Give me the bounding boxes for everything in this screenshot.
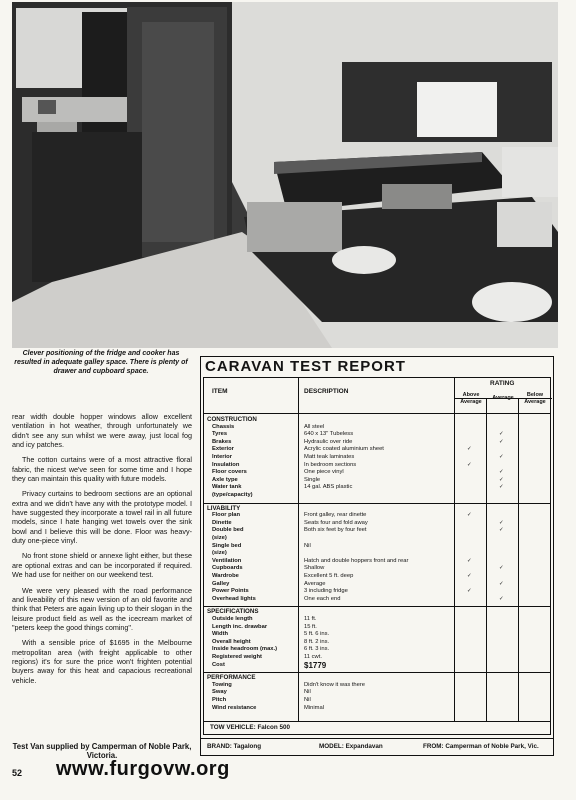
report-row [204, 477, 550, 485]
header-above-average: Above Average [460, 392, 482, 405]
row-description: Hydraulic over ride [304, 438, 353, 445]
row-description: Didn't know it was there [304, 681, 366, 688]
row-item: (size) [212, 535, 227, 541]
row-divider [204, 413, 550, 414]
report-row [204, 439, 550, 447]
row-item: Ventilation [212, 557, 242, 564]
row-item: Tyres [212, 431, 228, 438]
row-description: One each end [304, 595, 341, 602]
row-item: Axle type [212, 476, 238, 483]
row-description: 11 ft. [304, 616, 317, 622]
rating-tick-icon: ✓ [467, 573, 472, 579]
photo-caption: Clever positioning of the fridge and cooker has resulted in adequate galley space. There is plenty of drawer and cupboard space. [14, 350, 188, 375]
report-row [204, 462, 550, 470]
row-description: 6 ft. 3 ins. [304, 646, 330, 653]
report-row [204, 573, 550, 581]
row-item: Interior [212, 454, 232, 460]
section-divider [204, 672, 550, 673]
section-heading: SPECIFICATIONS [207, 608, 259, 616]
article-paragraph: No front stone shield or annexe light either, but these are optional extras and can be incorporated if required. We had use for neither on our weekend test. [12, 551, 192, 580]
report-model: MODEL: Expandavan [319, 743, 383, 750]
row-description: Seats four and fold away [304, 519, 368, 526]
report-row [204, 616, 550, 624]
report-row [204, 581, 550, 589]
row-description: All steel [304, 423, 325, 430]
report-row [204, 558, 550, 566]
caravan-test-report [200, 356, 554, 756]
row-item: Brakes [212, 438, 232, 445]
row-item: Exterior [212, 446, 234, 453]
row-item: Towing [212, 681, 232, 688]
row-item: Cost [212, 661, 225, 668]
row-item: Inside headroom (max.) [212, 646, 278, 653]
report-row [204, 527, 550, 535]
test-van-credit: Test Van supplied by Camperman of Noble Park, Victoria. [12, 742, 192, 760]
row-item: Registered weight [212, 654, 262, 660]
rating-tick-icon: ✓ [499, 438, 504, 445]
header-item: ITEM [212, 388, 228, 395]
rating-tick-icon: ✓ [467, 446, 472, 453]
interior-photo [12, 2, 558, 348]
section-heading: CONSTRUCTION [207, 416, 257, 423]
caravan-interior-image [12, 2, 558, 348]
header-rating: RATING [490, 380, 515, 387]
report-row [204, 689, 550, 697]
article-paragraph: With a sensible price of $1695 in the Melbourne metropolitan area (with freight applicable to other regions) it's for sure the price won't frighten potential buyers away for this heat and capacious recreational vehicle. [12, 638, 192, 685]
report-row [204, 492, 550, 500]
row-item: Length inc. drawbar [212, 623, 268, 630]
article-body [12, 412, 192, 691]
report-row [204, 484, 550, 492]
report-row [204, 512, 550, 520]
report-row [204, 565, 550, 573]
row-description: 8 ft. 2 ins. [304, 638, 330, 645]
row-item: Floor plan [212, 512, 241, 519]
row-description: Hatch and double hoppers front and rear [304, 557, 409, 564]
tow-vehicle: TOW VEHICLE: Falcon 500 [210, 724, 291, 731]
row-description: Minimal [304, 704, 324, 711]
row-description: Nil [304, 689, 311, 696]
report-row [204, 550, 550, 558]
report-row [204, 543, 550, 551]
row-item: Cupboards [212, 565, 243, 572]
row-description: Matt teak laminates [304, 454, 355, 460]
report-row [204, 535, 550, 543]
rating-tick-icon: ✓ [499, 527, 504, 534]
row-description: $1779 [304, 660, 327, 670]
report-row [204, 431, 550, 439]
report-row [204, 646, 550, 654]
row-item: Dinette [212, 519, 232, 526]
header-description: DESCRIPTION [304, 388, 349, 395]
row-item: Pitch [212, 697, 227, 703]
section-divider [204, 503, 550, 504]
rating-tick-icon: ✓ [499, 454, 504, 460]
header-average: Average [492, 395, 514, 401]
row-description: In bedroom sections [304, 461, 357, 468]
row-item: Wind resistance [212, 704, 257, 711]
row-description: Nil [304, 542, 311, 549]
row-description: Acrylic coated aluminium sheet [304, 446, 384, 453]
header-below-average: Below Average [524, 392, 546, 405]
row-divider [201, 738, 553, 739]
row-description: Both six feet by four feet [304, 527, 367, 534]
row-description: Nil [304, 697, 311, 703]
row-item: Sway [212, 689, 227, 696]
report-row [204, 424, 550, 432]
row-item: Water tank [212, 484, 242, 491]
rating-tick-icon: ✓ [467, 557, 472, 564]
rating-tick-icon: ✓ [499, 595, 504, 602]
row-divider [204, 721, 550, 722]
row-description: 14 gal. ABS plastic [304, 484, 353, 491]
row-item: Insulation [212, 461, 240, 468]
report-from: FROM: Camperman of Noble Park, Vic. [423, 743, 539, 750]
report-row [204, 454, 550, 462]
section-heading: LIVABILITY [207, 504, 241, 512]
report-title: CARAVAN TEST REPORT [205, 358, 406, 375]
rating-tick-icon: ✓ [499, 580, 504, 587]
row-description: Front galley, rear dinette [304, 512, 367, 519]
report-row [204, 639, 550, 647]
row-description: 3 including fridge [304, 588, 348, 595]
report-row [204, 654, 550, 662]
row-item: Power Points [212, 588, 249, 595]
article-paragraph: Privacy curtains to bedroom sections are an optional extra and we didn't have any with the prototype model. I have suggested they incorporate a towel rail in all future models, since I hate hanging wet towels over the sink bowl and I believe this will be done. Floor was heavy-duty one-piece vinyl. [12, 489, 192, 546]
row-item: Width [212, 631, 229, 638]
report-row [204, 662, 550, 670]
row-description: One piece vinyl [304, 469, 344, 476]
report-brand: BRAND: Tagalong [207, 743, 262, 750]
row-description: Average [304, 580, 326, 587]
rating-tick-icon: ✓ [499, 484, 504, 491]
report-row [204, 697, 550, 705]
report-row [204, 520, 550, 528]
row-item: Floor covers [212, 469, 247, 476]
row-description: Shallow [304, 565, 325, 572]
row-item: (type/capacity) [212, 492, 253, 498]
rating-tick-icon: ✓ [467, 588, 472, 595]
rating-tick-icon: ✓ [499, 431, 504, 438]
row-item: Single bed [212, 542, 242, 549]
row-description: 11 cwt. [304, 654, 322, 660]
row-item: Galley [212, 580, 230, 587]
report-row [204, 705, 550, 713]
page-number: 52 [12, 768, 23, 778]
report-row [204, 469, 550, 477]
report-row [204, 588, 550, 596]
row-item: (size) [212, 550, 227, 557]
row-description: Single [304, 476, 321, 483]
report-table [203, 377, 551, 735]
row-description: 640 x 13" Tubeless [304, 431, 354, 438]
rating-tick-icon: ✓ [467, 512, 472, 519]
row-item: Overhead lights [212, 595, 256, 602]
rating-tick-icon: ✓ [499, 469, 504, 476]
article-paragraph: We were very pleased with the road performance and liveability of this new version of an old favorite and think that Peters are again living up to their slogan in the leisure product field as well as the icecream market of "peters keep the good things coming". [12, 585, 192, 632]
row-description: Excellent 5 ft. deep [304, 573, 354, 579]
report-row [204, 682, 550, 690]
row-item: Outside length [212, 616, 253, 622]
rating-tick-icon: ✓ [499, 565, 504, 572]
article-paragraph: The cotton curtains were of a most attractive floral fabric, the nicest we've seen for some time and I hope they can maintain this quality with future models. [12, 455, 192, 484]
rating-tick-icon: ✓ [499, 476, 504, 483]
row-item: Wardrobe [212, 573, 239, 579]
row-description: 15 ft. [304, 623, 317, 630]
article-paragraph: rear width double hopper windows allow excellent ventilation in hot weather, through unfortunately we didn't see any sun whilst we were away, just local fog and icy patches. [12, 412, 192, 450]
row-description: 5 ft. 6 ins. [304, 631, 330, 638]
rating-tick-icon: ✓ [467, 461, 472, 468]
row-item: Double bed [212, 527, 244, 534]
report-row [204, 631, 550, 639]
section-divider [204, 606, 550, 607]
watermark: www.furgovw.org [56, 758, 230, 780]
row-item: Chassis [212, 423, 235, 430]
report-row [204, 596, 550, 604]
report-row [204, 624, 550, 632]
section-heading: PERFORMANCE [207, 674, 256, 682]
rating-tick-icon: ✓ [499, 519, 504, 526]
report-row [204, 446, 550, 454]
row-item: Overall height [212, 638, 251, 645]
